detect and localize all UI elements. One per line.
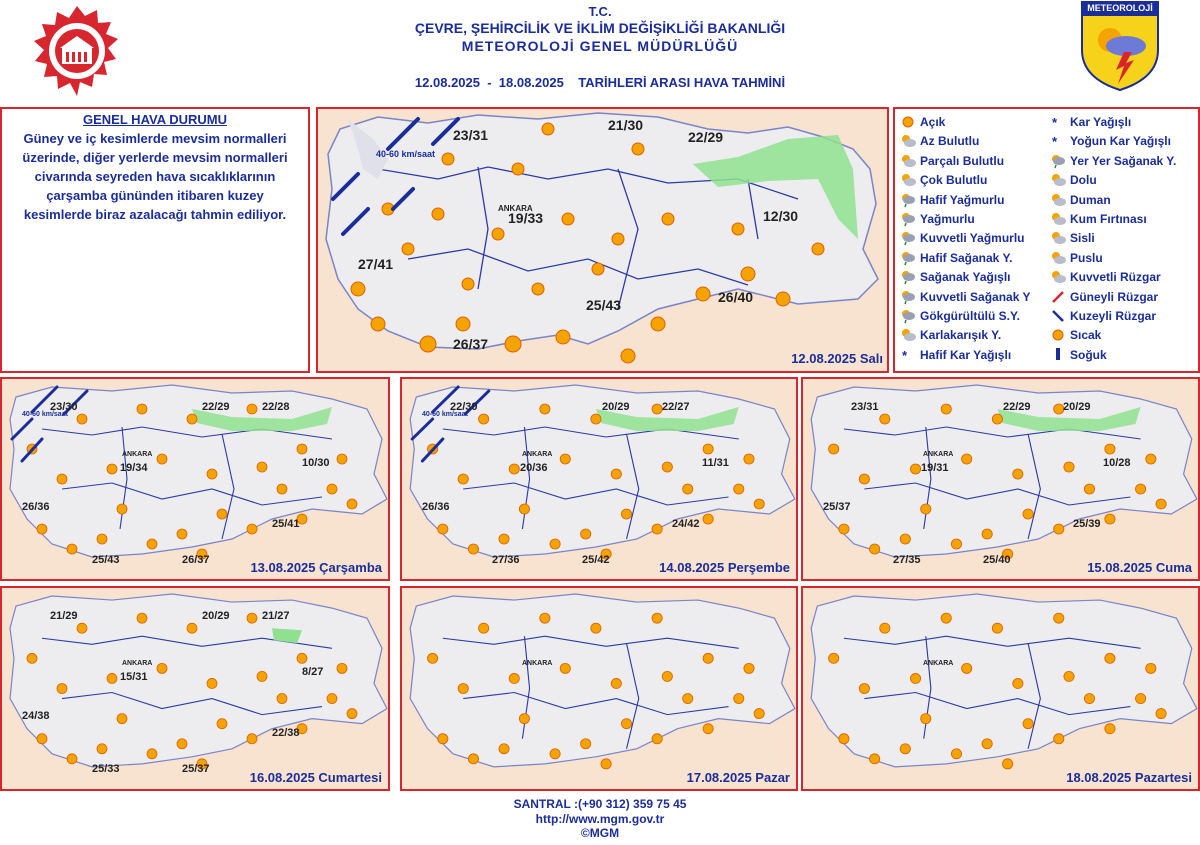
legend-label: Puslu xyxy=(1070,250,1103,265)
temp-label: 22/28 xyxy=(262,401,290,413)
temp-label: 8/27 xyxy=(302,666,324,678)
general-weather-panel xyxy=(0,107,310,373)
temp-label: 22/29 xyxy=(688,129,724,145)
legend-item xyxy=(1050,153,1176,169)
legend-label: Gökgürültülü S.Y. xyxy=(920,309,1021,323)
legend-label: Kuvvetli Rüzgar xyxy=(1070,270,1161,285)
legend-label: Yoğun Kar Yağışlı xyxy=(1070,134,1171,149)
legend-label: Duman xyxy=(1070,192,1111,207)
legend-item xyxy=(900,230,1024,246)
legend-item xyxy=(1050,172,1097,188)
temp-label: 10/28 xyxy=(1103,457,1131,469)
temp-label: 26/36 xyxy=(422,501,450,513)
legend-label: Soğuk xyxy=(1070,347,1107,362)
map-date-label: 16.08.2025 Cumartesi xyxy=(249,770,382,785)
temp-label: 20/36 xyxy=(520,462,548,474)
legend-list xyxy=(895,109,1198,371)
rain-icon xyxy=(900,211,916,227)
temp-label: 12/30 xyxy=(763,208,799,224)
footer-copyright: ©MGM xyxy=(580,826,620,840)
temp-label: 22/30 xyxy=(450,401,478,413)
temp-label: 20/29 xyxy=(202,610,230,622)
main-forecast-map[interactable] xyxy=(316,107,889,373)
temp-label: 27/36 xyxy=(492,554,520,566)
legend-label: Sağanak Yağışlı xyxy=(920,270,1011,285)
strong-wind-icon xyxy=(1050,269,1066,285)
temp-label: 23/31 xyxy=(851,401,879,413)
temp-label: 25/40 xyxy=(983,554,1011,566)
temp-label: 21/27 xyxy=(262,610,290,622)
fog-icon xyxy=(1050,230,1066,246)
temp-label: 22/27 xyxy=(662,401,690,413)
legend-item xyxy=(1050,192,1111,208)
temp-label: 25/41 xyxy=(272,518,300,530)
temp-label: 15/31 xyxy=(120,671,148,683)
legend-label: Az Bulutlu xyxy=(920,134,980,149)
temp-label: 22/29 xyxy=(1003,401,1031,413)
legend-label: Yer Yer Sağanak Y. xyxy=(1070,153,1177,168)
light-rain-icon xyxy=(900,192,916,208)
city-label-ankara: ANKARA xyxy=(522,660,553,667)
heavy-snow-icon xyxy=(1050,133,1066,149)
legend-item xyxy=(900,153,1004,169)
temp-label: 26/37 xyxy=(182,554,210,566)
header-ministry: ÇEVRE, ŞEHİRCİLİK VE İKLİM DEĞİŞİKLİĞİ BAKANLIĞI xyxy=(414,20,786,36)
temp-label: 26/36 xyxy=(22,501,50,513)
temp-label: 26/40 xyxy=(718,289,754,305)
heavy-shower-icon xyxy=(900,289,916,305)
footer-url[interactable]: http://www.mgm.gov.tr xyxy=(535,812,665,826)
legend-label: Sıcak xyxy=(1070,328,1102,343)
temp-label: 19/33 xyxy=(508,210,544,226)
temp-label: 22/29 xyxy=(202,401,230,413)
temp-label: 26/37 xyxy=(453,336,489,352)
map-date-label: 12.08.2025 Salı xyxy=(791,351,883,366)
temp-label: 20/29 xyxy=(1063,401,1091,413)
thunder-icon xyxy=(900,308,916,324)
meteoroloji-logo-text: METEOROLOJİ xyxy=(1087,3,1153,13)
light-snow-icon xyxy=(900,347,916,363)
daily-forecast-map[interactable] xyxy=(0,586,390,791)
svg-text:*: * xyxy=(902,347,908,363)
light-shower-icon xyxy=(900,250,916,266)
legend-label: Hafif Yağmurlu xyxy=(920,192,1005,207)
daily-forecast-map[interactable] xyxy=(400,586,798,791)
legend-label: Sisli xyxy=(1070,231,1095,246)
legend-item xyxy=(900,308,1020,324)
sleet-icon xyxy=(900,327,916,343)
svg-text:*: * xyxy=(1052,115,1058,130)
daily-forecast-map[interactable] xyxy=(801,377,1200,581)
temp-label: 11/31 xyxy=(702,457,729,469)
legend-item xyxy=(900,289,1031,305)
general-weather-text: Güney ve iç kesimlerde mevsim normalleri üzerinde, diğer yerlerde mevsim normalleri civarında seyreden hava sıcaklıklarının çarşamba gününden itibaren kuzey kesimlerde biraz azalacağı tahmin ediliyor. xyxy=(22,131,288,222)
daily-forecast-map[interactable] xyxy=(0,377,390,581)
legend-item xyxy=(1050,308,1156,324)
temp-label: 20/29 xyxy=(602,401,630,413)
legend-label: Kuvvetli Sağanak Y xyxy=(920,289,1031,304)
meteoroloji-logo xyxy=(1080,0,1160,92)
legend-item xyxy=(1050,211,1147,227)
legend-item xyxy=(900,269,1011,285)
hot-icon xyxy=(1050,327,1066,343)
shower-icon xyxy=(900,269,916,285)
sandstorm-icon xyxy=(1050,211,1066,227)
hail-icon xyxy=(1050,172,1066,188)
wind-speed-label: 40-60 km/saat xyxy=(22,411,68,418)
map-date-label: 17.08.2025 Pazar xyxy=(686,770,790,785)
temp-label: 23/31 xyxy=(453,127,489,143)
legend-label: Karlakarışık Y. xyxy=(920,328,1002,343)
city-label-ankara: ANKARA xyxy=(498,204,533,213)
temp-label: 19/31 xyxy=(921,462,949,474)
footer-phone: SANTRAL :(+90 312) 359 75 45 xyxy=(513,797,687,811)
legend-item xyxy=(900,114,945,130)
temp-label: 25/37 xyxy=(182,763,210,775)
cloudy-icon xyxy=(900,172,916,188)
legend-label: Kuzeyli Rüzgar xyxy=(1070,309,1157,323)
map-date-label: 15.08.2025 Cuma xyxy=(1087,560,1192,575)
temp-label: 25/37 xyxy=(823,501,851,513)
partly-cloudy-icon xyxy=(900,153,916,169)
temp-label: 21/29 xyxy=(50,610,78,622)
sun-icon xyxy=(900,114,916,130)
legend-item xyxy=(900,133,979,149)
legend-label: Hafif Kar Yağışlı xyxy=(920,347,1012,362)
legend-label: Hafif Sağanak Y. xyxy=(920,250,1013,265)
legend-label: Çok Bulutlu xyxy=(920,173,988,188)
svg-text:*: * xyxy=(1052,134,1058,150)
legend-item xyxy=(1050,327,1101,343)
legend-label: Açık xyxy=(920,115,946,129)
city-label-ankara: ANKARA xyxy=(122,660,153,667)
temp-label: 19/34 xyxy=(120,462,148,474)
temp-label: 25/43 xyxy=(92,554,120,566)
temp-label: 22/38 xyxy=(272,727,300,739)
legend-item xyxy=(1050,114,1131,130)
city-label-ankara: ANKARA xyxy=(923,660,954,667)
temp-label: 23/30 xyxy=(50,401,78,413)
legend-item xyxy=(900,211,975,227)
header-directorate: METEOROLOJİ GENEL MÜDÜRLÜĞÜ xyxy=(461,38,739,54)
wind-speed-label: 40-60 km/saat xyxy=(376,149,436,159)
legend-item xyxy=(1050,250,1103,266)
legend-label: Kum Fırtınası xyxy=(1070,212,1147,226)
city-label-ankara: ANKARA xyxy=(122,451,153,458)
smoke-icon xyxy=(1050,192,1066,208)
legend-item xyxy=(1050,133,1171,149)
temp-label: 24/42 xyxy=(672,518,700,530)
cold-icon xyxy=(1050,347,1066,363)
few-clouds-icon xyxy=(900,133,916,149)
temp-label: 27/35 xyxy=(893,554,921,566)
heavy-rain-icon xyxy=(900,230,916,246)
legend-label: Parçalı Bulutlu xyxy=(920,153,1005,168)
legend-label: Kuvvetli Yağmurlu xyxy=(920,231,1025,246)
legend-label: Yağmurlu xyxy=(920,212,975,226)
temp-label: 27/41 xyxy=(358,256,394,272)
snow-icon xyxy=(1050,114,1066,130)
city-label-ankara: ANKARA xyxy=(923,451,954,458)
legend-item xyxy=(900,172,987,188)
temp-label: 10/30 xyxy=(302,457,330,469)
legend-item xyxy=(900,327,1001,343)
temp-label: 25/39 xyxy=(1073,518,1101,530)
header-date-range: 12.08.2025 - 18.08.2025 TARİHLERİ ARASI HAVA TAHMİNİ xyxy=(414,75,786,90)
legend-label: Kar Yağışlı xyxy=(1070,115,1132,129)
legend-panel xyxy=(893,107,1200,373)
legend-item xyxy=(1050,230,1095,246)
legend-item xyxy=(1050,269,1161,285)
wind-speed-label: 40-60 km/saat xyxy=(422,411,468,418)
map-date-label: 18.08.2025 Pazartesi xyxy=(1066,770,1192,785)
north-wind-icon xyxy=(1050,308,1066,324)
turkey-map xyxy=(402,588,798,791)
turkey-map xyxy=(803,588,1200,791)
legend-label: Dolu xyxy=(1070,173,1097,188)
temp-label: 25/42 xyxy=(582,554,610,566)
legend-item xyxy=(900,347,1011,363)
temp-label: 25/43 xyxy=(586,297,622,313)
temp-label: 25/33 xyxy=(92,763,120,775)
legend-item xyxy=(900,250,1012,266)
city-label-ankara: ANKARA xyxy=(522,451,553,458)
daily-forecast-map[interactable] xyxy=(801,586,1200,791)
temp-label: 21/30 xyxy=(608,117,644,133)
map-date-label: 13.08.2025 Çarşamba xyxy=(250,560,382,575)
legend-item xyxy=(900,192,1004,208)
daily-forecast-map[interactable] xyxy=(400,377,798,581)
haze-icon xyxy=(1050,250,1066,266)
south-wind-icon xyxy=(1050,289,1066,305)
temp-label: 24/38 xyxy=(22,710,50,722)
legend-item xyxy=(1050,347,1107,363)
header-tc: T.C. xyxy=(588,4,612,19)
scattered-shower-icon xyxy=(1050,153,1066,169)
legend-item xyxy=(1050,289,1158,305)
legend-label: Güneyli Rüzgar xyxy=(1070,289,1159,304)
map-date-label: 14.08.2025 Perşembe xyxy=(659,560,790,575)
general-weather-title: GENEL HAVA DURUMU xyxy=(83,112,227,127)
